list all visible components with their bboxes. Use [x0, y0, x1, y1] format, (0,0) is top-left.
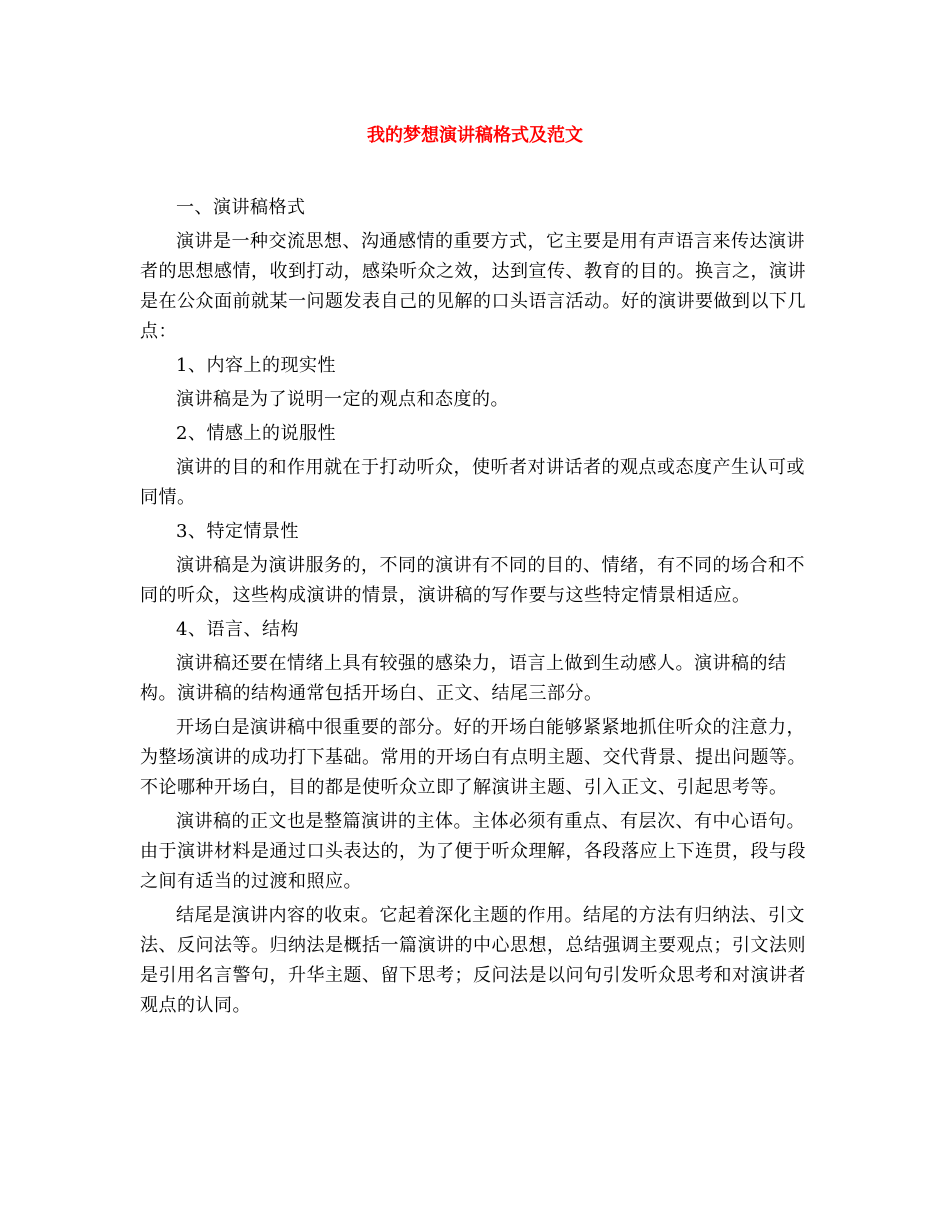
- paragraph: 开场白是演讲稿中很重要的部分。好的开场白能够紧紧地抓住听众的注意力，为整场演讲的成功打下基础。常用的开场白有点明主题、交代背景、提出问题等。不论哪种开场白，目的都是使听众立即了解演讲主题、引入正文、引起思考等。: [140, 717, 806, 798]
- section-heading: 1、内容上的现实性: [176, 355, 336, 376]
- paragraph: 演讲稿还要在情绪上具有较强的感染力，语言上做到生动感人。演讲稿的结构。演讲稿的结构通常包括开场白、正文、结尾三部分。: [140, 653, 787, 704]
- paragraph: 演讲稿是为演讲服务的，不同的演讲有不同的目的、情绪，有不同的场合和不同的听众，这些构成演讲的情景，演讲稿的写作要与这些特定情景相适应。: [140, 555, 805, 606]
- paragraph: 结尾是演讲内容的收束。它起着深化主题的作用。结尾的方法有归纳法、引文法、反问法等。归纳法是概括一篇演讲的中心思想，总结强调主要观点；引文法则是引用名言警句，升华主题、留下思考；反问法是以问句引发听众思考和对演讲者观点的认同。: [140, 905, 806, 1016]
- section-heading: 2、情感上的说服性: [176, 423, 336, 444]
- document-title: 我的梦想演讲稿格式及范文: [367, 125, 583, 146]
- document-body: [140, 193, 820, 1025]
- section-heading: 3、特定情景性: [176, 521, 299, 542]
- paragraph: 演讲是一种交流思想、沟通感情的重要方式，它主要是用有声语言来传达演讲者的思想感情，收到打动，感染听众之效，达到宣传、教育的目的。换言之，演讲是在公众面前就某一问题发表自己的见解的口头语言活动。好的演讲要做到以下几点：: [140, 231, 806, 342]
- section-heading: 一、演讲稿格式: [176, 197, 306, 218]
- section-heading: 4、语言、结构: [176, 619, 299, 640]
- paragraph: 演讲稿是为了说明一定的观点和态度的。: [176, 389, 509, 410]
- paragraph: 演讲的目的和作用就在于打动听众，使听者对讲话者的观点或态度产生认可或同情。: [140, 457, 805, 508]
- paragraph: 演讲稿的正文也是整篇演讲的主体。主体必须有重点、有层次、有中心语句。由于演讲材料是通过口头表达的，为了便于听众理解，各段落应上下连贯，段与段之间有适当的过渡和照应。: [140, 811, 806, 892]
